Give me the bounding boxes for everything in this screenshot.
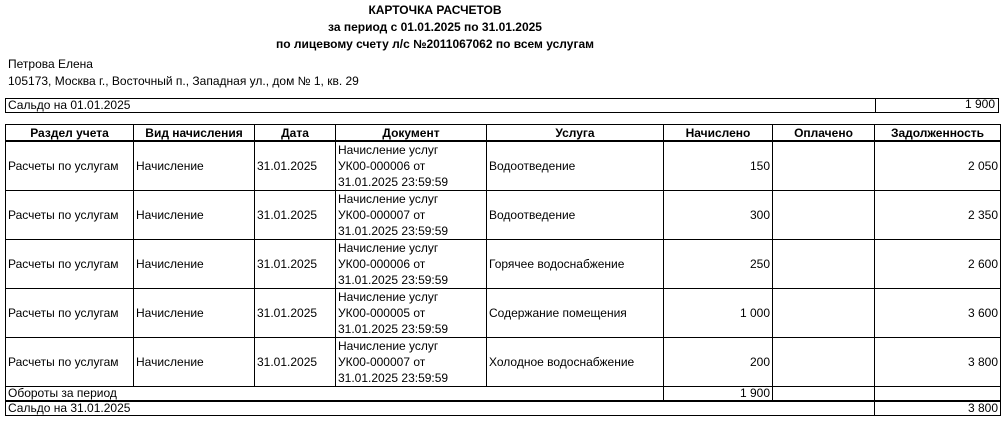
closing-spacer	[664, 401, 773, 416]
cell-section: Расчеты по услугам	[6, 289, 134, 338]
doc-line: Начисление услуг	[338, 192, 439, 206]
cell-document	[336, 289, 487, 338]
cell-kind: Начисление	[134, 141, 255, 191]
turnover-label: Обороты за период	[6, 387, 664, 402]
col-header: Начислено	[664, 125, 773, 142]
doc-line: 31.01.2025 23:59:59	[338, 224, 449, 238]
doc-line: Начисление услуг	[338, 143, 439, 157]
report-title: КАРТОЧКА РАСЧЕТОВ	[368, 3, 502, 17]
doc-line: УК00-000006 от	[338, 257, 426, 271]
report-account: по лицевому счету л/с №2011067062 по всем услугам	[276, 37, 594, 51]
col-header: Вид начисления	[134, 125, 255, 142]
cell-debt: 2 050	[875, 141, 1001, 191]
doc-line: Начисление услуг	[338, 241, 439, 255]
doc-line: Начисление услуг	[338, 339, 439, 353]
doc-line: УК00-000007 от	[338, 208, 426, 222]
opening-balance-value: 1 900	[875, 98, 998, 113]
cell-section: Расчеты по услугам	[6, 240, 134, 289]
closing-balance-label: Сальдо на 31.01.2025	[6, 401, 664, 416]
person-address: 105173, Москва г., Восточный п., Западная ул., дом № 1, кв. 29	[8, 74, 359, 88]
cell-document	[336, 191, 487, 240]
table-row	[6, 191, 1001, 240]
cell-service: Холодное водоснабжение	[487, 338, 664, 387]
cell-section: Расчеты по услугам	[6, 141, 134, 191]
cell-service: Водоотведение	[487, 191, 664, 240]
turnover-charged: 1 900	[664, 387, 773, 402]
cell-debt: 3 600	[875, 289, 1001, 338]
table-row	[6, 141, 1001, 191]
opening-balance	[5, 98, 999, 113]
closing-balance-value: 3 800	[875, 401, 1001, 416]
doc-line: 31.01.2025 23:59:59	[338, 175, 449, 189]
cell-section: Расчеты по услугам	[6, 338, 134, 387]
cell-paid	[773, 338, 875, 387]
cell-debt: 2 350	[875, 191, 1001, 240]
table-row	[6, 338, 1001, 387]
doc-line: УК00-000005 от	[338, 306, 426, 320]
col-header: Услуга	[487, 125, 664, 142]
closing-balance-row	[6, 401, 1001, 416]
col-header: Раздел учета	[6, 125, 134, 142]
col-header: Документ	[336, 125, 487, 142]
cell-document	[336, 338, 487, 387]
person-name: Петрова Елена	[8, 57, 93, 71]
cell-date: 31.01.2025	[255, 240, 336, 289]
doc-line: УК00-000006 от	[338, 159, 426, 173]
cell-service: Водоотведение	[487, 141, 664, 191]
cell-paid	[773, 240, 875, 289]
cell-charged: 200	[664, 338, 773, 387]
cell-charged: 250	[664, 240, 773, 289]
turnover-row	[6, 387, 1001, 402]
cell-charged: 150	[664, 141, 773, 191]
report-period: за период с 01.01.2025 по 31.01.2025	[328, 20, 542, 34]
cell-document	[336, 141, 487, 191]
report-header	[0, 2, 870, 53]
person-info	[8, 56, 359, 90]
cell-kind: Начисление	[134, 191, 255, 240]
cell-paid	[773, 141, 875, 191]
cell-service: Горячее водоснабжение	[487, 240, 664, 289]
cell-document	[336, 240, 487, 289]
doc-line: 31.01.2025 23:59:59	[338, 273, 449, 287]
col-header: Оплачено	[773, 125, 875, 142]
col-header: Дата	[255, 125, 336, 142]
cell-date: 31.01.2025	[255, 338, 336, 387]
cell-kind: Начисление	[134, 240, 255, 289]
cell-charged: 300	[664, 191, 773, 240]
cell-charged: 1 000	[664, 289, 773, 338]
table-row	[6, 289, 1001, 338]
doc-line: 31.01.2025 23:59:59	[338, 371, 449, 385]
cell-kind: Начисление	[134, 338, 255, 387]
cell-kind: Начисление	[134, 289, 255, 338]
doc-line: Начисление услуг	[338, 290, 439, 304]
settlements-table	[5, 124, 1001, 416]
cell-section: Расчеты по услугам	[6, 191, 134, 240]
cell-service: Содержание помещения	[487, 289, 664, 338]
doc-line: 31.01.2025 23:59:59	[338, 322, 449, 336]
turnover-paid	[773, 387, 875, 402]
table-row	[6, 240, 1001, 289]
cell-date: 31.01.2025	[255, 141, 336, 191]
col-header: Задолженность	[875, 125, 1001, 142]
opening-balance-label: Сальдо на 01.01.2025	[8, 98, 131, 112]
cell-date: 31.01.2025	[255, 289, 336, 338]
turnover-debt	[875, 387, 1001, 402]
cell-debt: 2 600	[875, 240, 1001, 289]
cell-debt: 3 800	[875, 338, 1001, 387]
cell-paid	[773, 191, 875, 240]
doc-line: УК00-000007 от	[338, 355, 426, 369]
table-header-row	[6, 125, 1001, 142]
cell-paid	[773, 289, 875, 338]
closing-spacer	[773, 401, 875, 416]
cell-date: 31.01.2025	[255, 191, 336, 240]
